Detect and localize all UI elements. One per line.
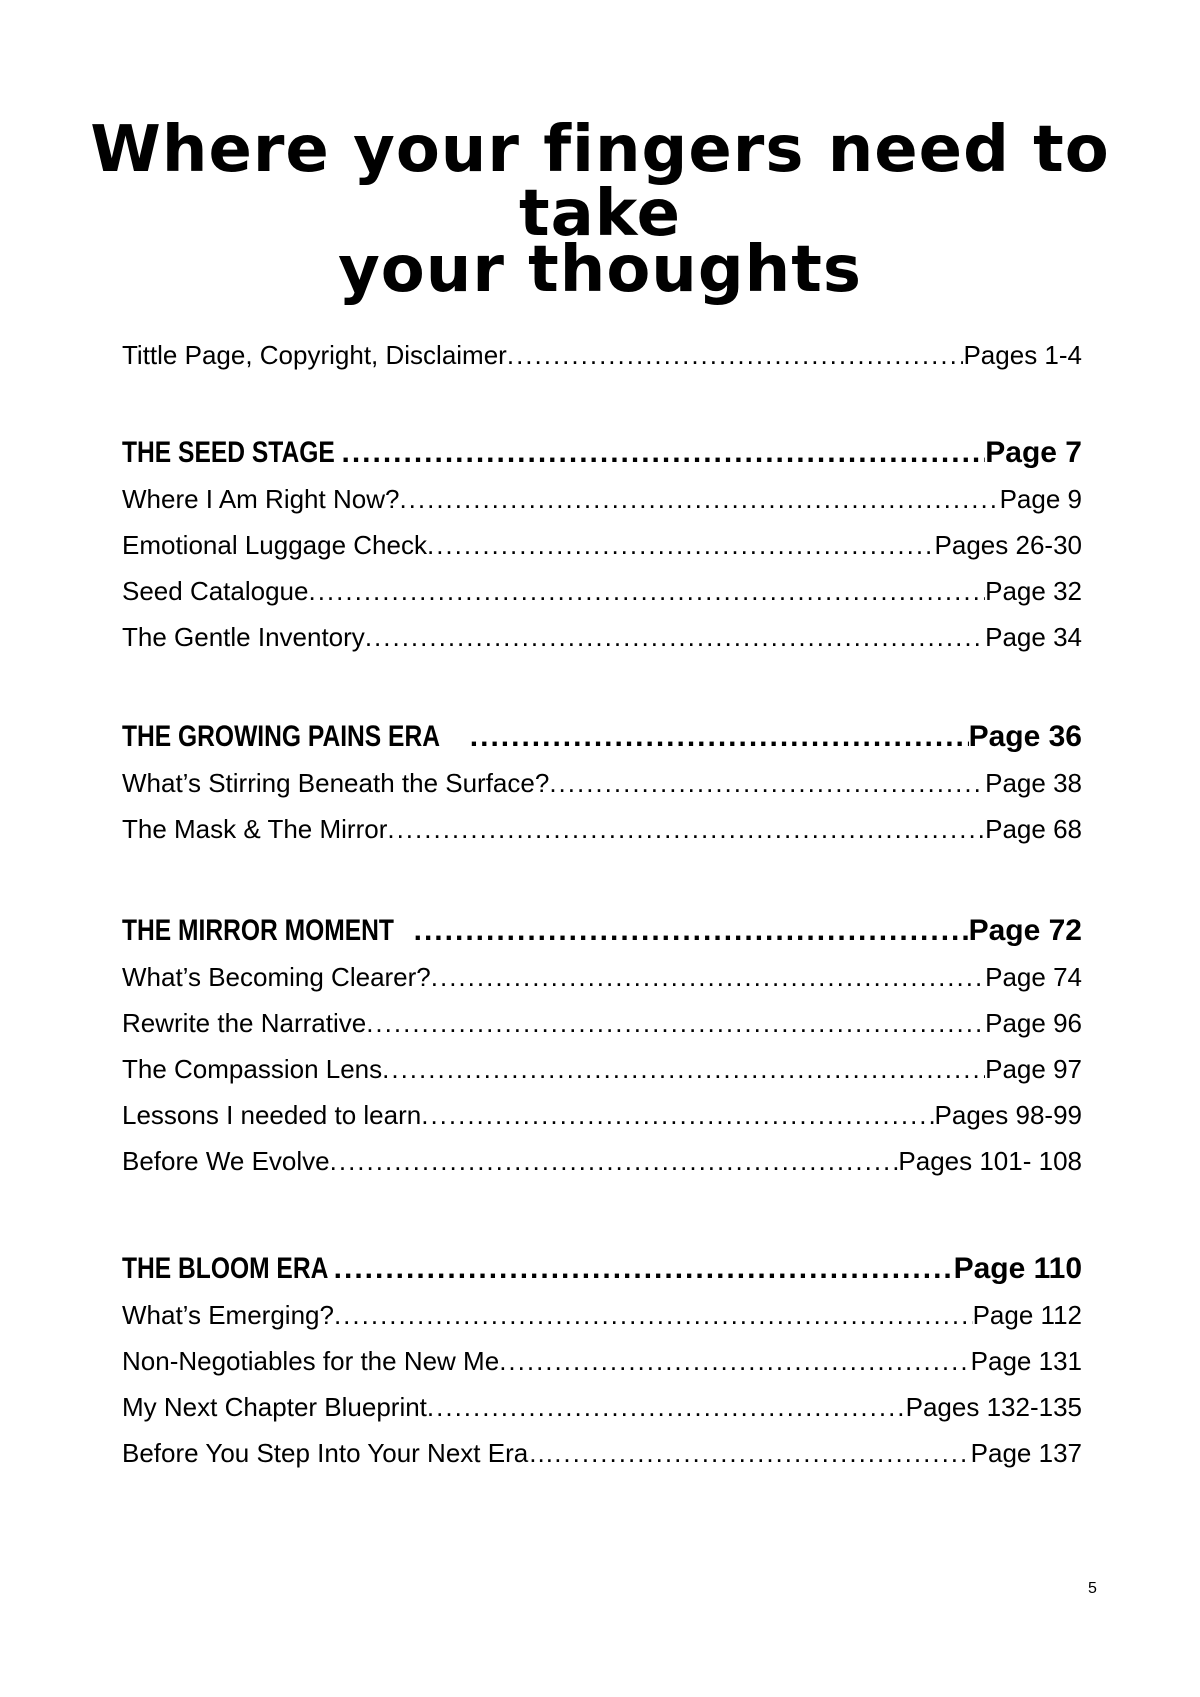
toc-entry-page: Page 112 [972,1300,1082,1330]
toc-section-bloom-era [122,1252,1082,1286]
toc-entry-page: Page 38 [985,768,1082,798]
toc-section-mirror-moment [122,914,1082,948]
toc-entry-label: Lessons I needed to learn [122,1100,422,1130]
toc-entry [122,768,1082,799]
dot-leader [414,914,969,948]
toc-entry-page: Page 131 [970,1346,1082,1376]
toc-entry-page: Page 97 [985,1054,1082,1084]
toc-entry-label: Seed Catalogue [122,576,309,606]
toc-entry [122,1346,1082,1377]
toc-entry-page: Pages 26-30 [934,530,1082,560]
toc-entry-page: Page 32 [985,576,1082,606]
dot-leader [470,720,969,754]
toc-entry [122,576,1082,607]
toc-entry-page: Page 137 [970,1438,1082,1468]
toc-entry-page: Pages 132-135 [905,1392,1082,1422]
toc-entry-page: Page 68 [985,814,1082,844]
toc-entry [122,1008,1082,1039]
toc-entry [122,814,1082,845]
dot-leader [549,768,985,799]
dot-leader [330,1146,899,1177]
toc-entry-page: Page 9 [999,484,1082,514]
dot-leader [554,1438,970,1469]
toc-entry-label: Rewrite the Narrative [122,1008,367,1038]
toc-section-page: Page 7 [985,436,1082,469]
toc-section-label: THE MIRROR MOMENT [122,914,394,947]
toc-section-page: Page 110 [953,1252,1082,1285]
toc-entry-label: What’s Emerging? [122,1300,334,1330]
toc-entry-label: My Next Chapter Blueprint [122,1392,427,1422]
page-title-line-2: your thoughts [338,233,862,307]
dot-leader [507,340,964,371]
toc-entry-intro [122,340,1082,371]
toc-entry-label: Where I Am Right Now? [122,484,400,514]
dot-leader [334,1252,954,1286]
toc-entry-page: Page 34 [985,622,1082,652]
toc-entry [122,530,1082,561]
toc-entry [122,1100,1082,1131]
toc-entry-page: Pages 1-4 [963,340,1082,370]
toc-entry-label: Before We Evolve [122,1146,330,1176]
toc-entry [122,622,1082,653]
toc-entry [122,1438,1082,1469]
page-number: 5 [1088,1580,1097,1597]
dot-leader [334,1300,973,1331]
dot-leader [431,962,985,993]
toc-section-page: Page 36 [968,720,1082,753]
toc-entry-label: What’s Stirring Beneath the Surface? [122,768,550,798]
dot-leader [308,576,985,607]
toc-entry-page: Page 74 [985,962,1082,992]
toc-entry [122,962,1082,993]
page-title-line-1: Where your fingers need to take [90,113,1110,251]
toc-entry-label: Tittle Page, Copyright, Disclaimer [122,340,507,370]
toc-section-label: THE SEED STAGE [122,436,335,469]
dot-leader [399,484,999,515]
toc-entry [122,484,1082,515]
dot-leader [366,1008,985,1039]
toc-entry [122,1300,1082,1331]
toc-section-label: THE BLOOM ERA [122,1252,329,1285]
dot-leader [427,530,935,561]
toc-entry-page: Pages 101- 108 [898,1146,1082,1176]
dot-leader [341,436,985,470]
toc-entry-label: The Mask & The Mirror [122,814,388,844]
toc-section-seed-stage [122,436,1082,470]
toc-entry-label: The Gentle Inventory [122,622,365,652]
toc-entry [122,1054,1082,1085]
toc-entry-label: Emotional Luggage Check [122,530,427,560]
dot-leader [499,1346,970,1377]
dot-leader [365,622,985,653]
toc-section-label: THE GROWING PAINS ERA [122,720,440,753]
dot-leader [421,1100,934,1131]
toc-entry-label: What’s Becoming Clearer? [122,962,431,992]
dot-leader [387,814,985,845]
toc-entry-label: Non-Negotiables for the New Me [122,1346,500,1376]
toc-entry-page: Page 96 [985,1008,1082,1038]
toc-entry-page: Pages 98-99 [934,1100,1082,1130]
toc-entry-label: The Compassion Lens [122,1054,383,1084]
toc-entry-label: Before You Step Into Your Next Era… [122,1438,555,1468]
dot-leader [427,1392,906,1423]
toc-entry [122,1392,1082,1423]
dot-leader [382,1054,985,1085]
toc-entry [122,1146,1082,1177]
toc-section-growing-pains-era [122,720,1082,754]
toc-section-page: Page 72 [968,914,1082,947]
